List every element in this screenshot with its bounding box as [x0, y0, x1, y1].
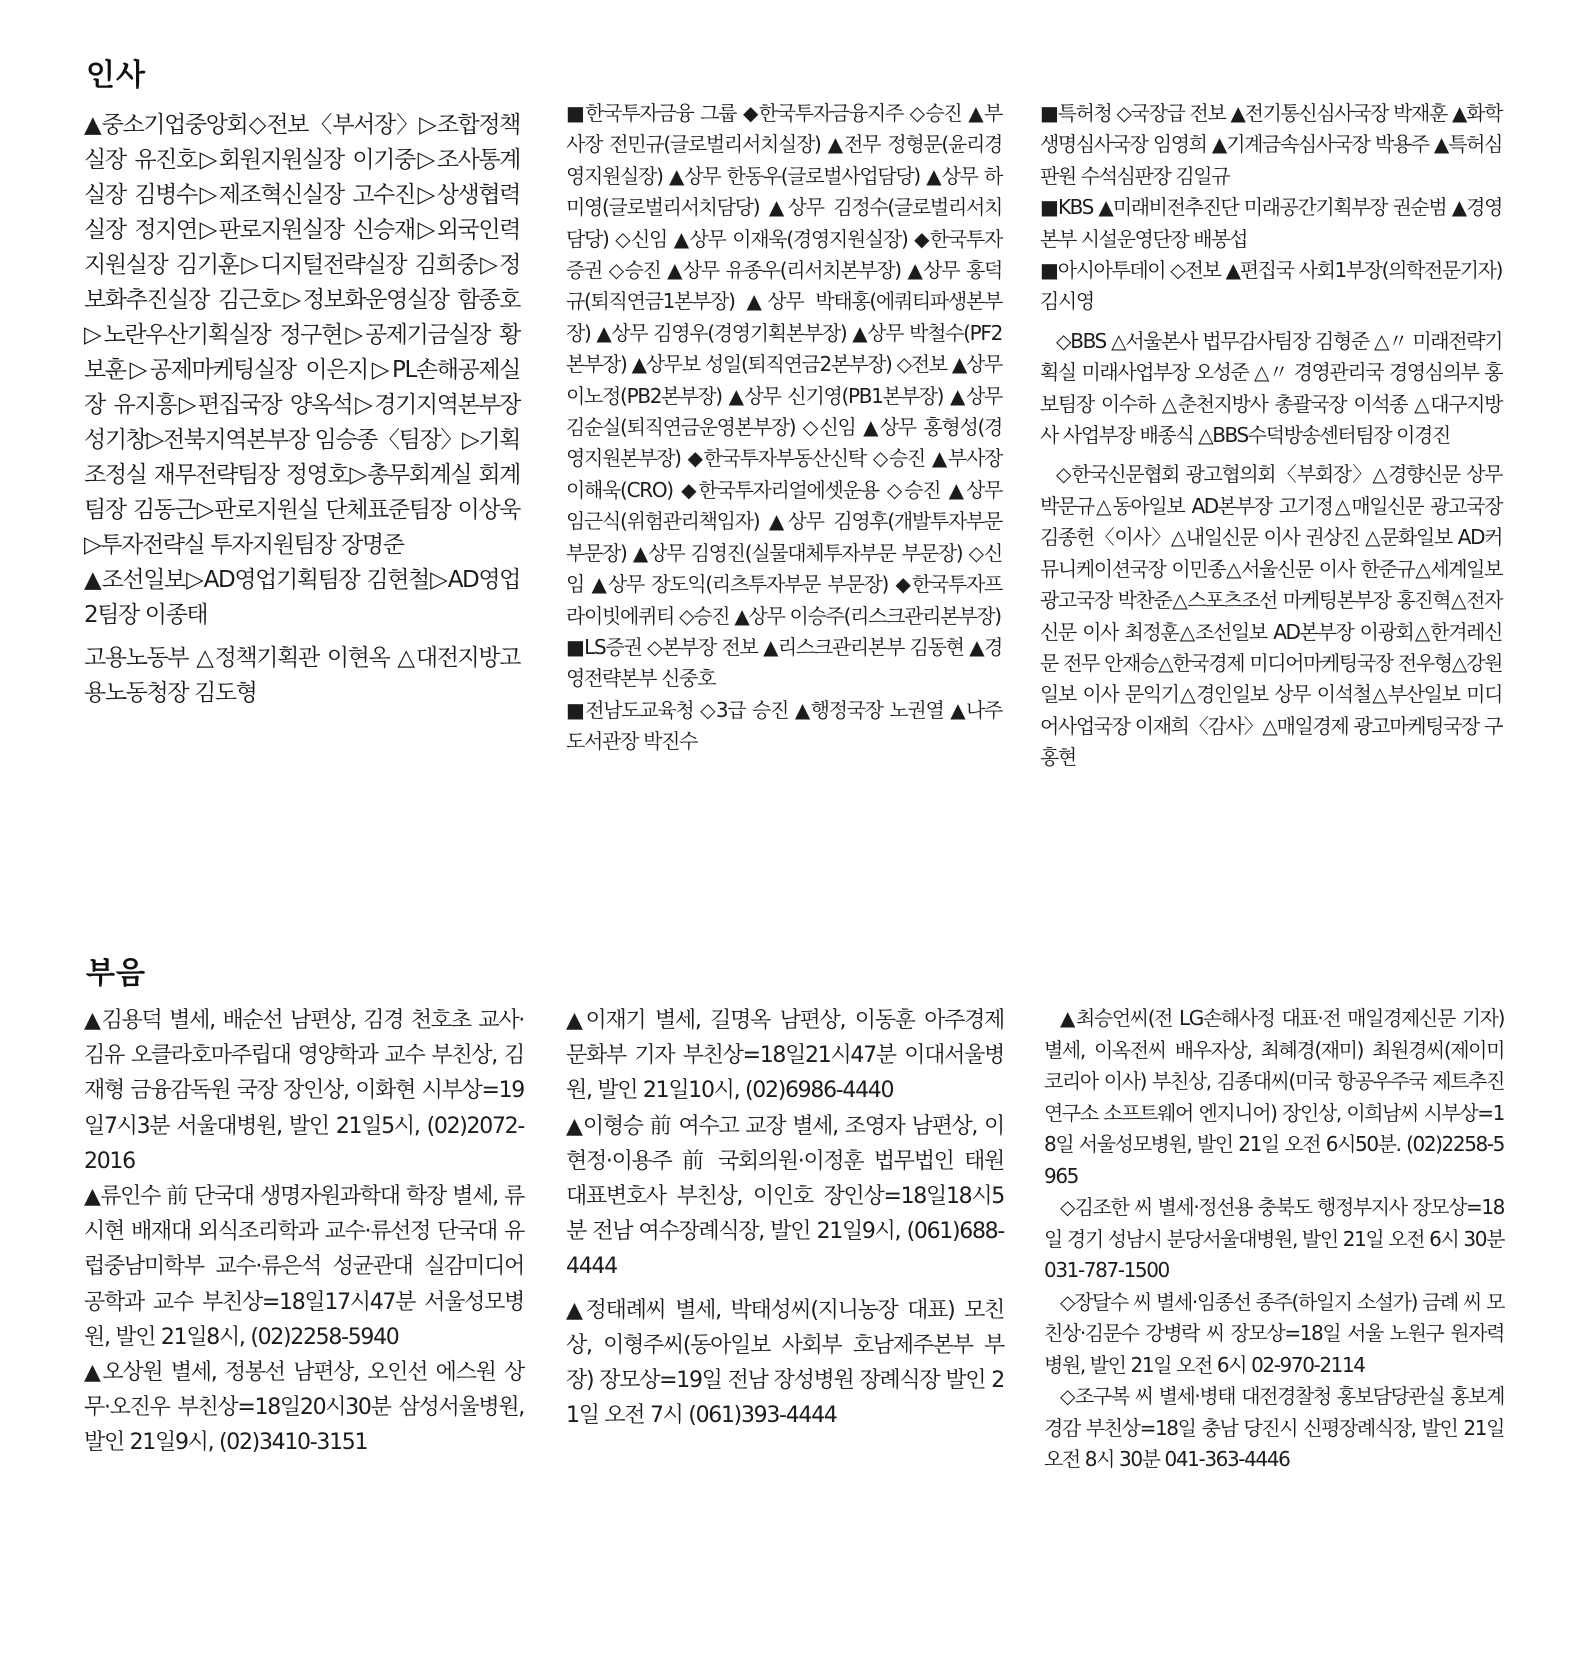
personnel-entry: ◇한국신문협회 광고협의회〈부회장〉△경향신문 상무 박문규△동아일보 AD본부장 고기정△매일신문 광고국장 김종헌〈이사〉△내일신문 이사 권상진 △문화일보 AD커뮤니케이션국장 이민종△서울신문 이사 한준규△세계일보 광고국장 박찬준△스포츠조선 마케팅본부장 홍진혁△전자신문 이사 최정훈△조선일보 AD본부장 이광회△한겨레신문 전무 안재승△한국경제 미디어마케팅국장 전우형△강원일보 이사 문익기△경인일보 상무 이석철△부산일보 미디어사업국장 이재희〈감사〉△매일경제 광고마케팅국장 구홍현: [1040, 462, 1502, 770]
personnel-entry: ■KBS ▲미래비전추진단 미래공간기획부장 권순범 ▲경영본부 시설운영단장 배봉섭: [1040, 195, 1502, 251]
obituary-entry: ▲김용덕 별세, 배순선 남편상, 김경 천호초 교사·김유 오클라호마주립대 영양학과 교수 부친상, 김재형 금융감독원 국장 장인상, 이화현 시부상=19일7시3분 서울대병원, 발인 21일5시, (02)2072-2016: [84, 1008, 524, 1174]
obituary-column-3: [1044, 1003, 1504, 1476]
section-title-obituary: 부음: [86, 956, 146, 991]
obituary-entry: ▲이형승 前 여수고 교장 별세, 조영자 남편상, 이현정·이용주 前 국회의원·이정훈 법무법인 태원 대표변호사 부친상, 이인호 장인상=18일18시5분 전남 여수장례식장, 발인 21일9시, (061)688-4444: [566, 1113, 1004, 1280]
personnel-column-3: [1040, 98, 1502, 774]
obituary-entry: ▲류인수 前 단국대 생명자원과학대 학장 별세, 류시현 배재대 외식조리학과 교수·류선정 단국대 유럽중남미학부 교수·류은석 성균관대 실감미디어공학과 교수 부친상=18일17시47분 서울성모병원, 발인 21일8시, (02)2258-5940: [84, 1184, 524, 1350]
personnel-column-2: [566, 98, 1002, 758]
obituary-column-2: [566, 1003, 1004, 1433]
obituary-column-1: [84, 1003, 524, 1461]
personnel-column-1: [84, 108, 520, 711]
section-title-personnel: 인사: [86, 58, 146, 93]
obituary-entry: ▲이재기 별세, 길명옥 남편상, 이동훈 아주경제 문화부 기자 부친상=18일21시47분 이대서울병원, 발인 21일10시, (02)6986-4440: [566, 1008, 1004, 1104]
obituary-entry: ◇김조한 씨 별세·정선용 충북도 행정부지사 장모상=18일 경기 성남시 분당서울대병원, 발인 21일 오전 6시 30분 031-787-1500: [1044, 1195, 1504, 1282]
personnel-entry: ■특허청 ◇국장급 전보 ▲전기통신심사국장 박재훈 ▲화학생명심사국장 임영희 ▲기계금속심사국장 박용주 ▲특허심판원 수석심판장 김일규: [1040, 101, 1502, 188]
obituary-entry: ◇조구복 씨 별세·병태 대전경찰청 홍보담당관실 홍보계 경감 부친상=18일 충남 당진시 신평장례식장, 발인 21일 오전 8시 30분 041-363-4446: [1044, 1384, 1504, 1471]
personnel-entry: ■LS증권 ◇본부장 전보 ▲리스크관리본부 김동현 ▲경영전략본부 신중호: [566, 634, 1002, 691]
personnel-entry: ■전남도교육청 ◇3급 승진 ▲행정국장 노권열 ▲나주도서관장 박진수: [566, 697, 1002, 754]
personnel-entry: ◇BBS △서울본사 법무감사팀장 김형준 △〃 미래전략기획실 미래사업부장 오성준 △〃 경영관리국 경영심의부 홍보팀장 이수하 △춘천지방사 총괄국장 이석종 △대구지방사 사업부장 배종식 △BBS수덕방송센터팀장 이경진: [1040, 328, 1502, 448]
personnel-entry: ▲조선일보▷AD영업기획팀장 김현철▷AD영업2팀장 이종태: [84, 567, 520, 628]
obituary-entry: ▲정태례씨 별세, 박태성씨(지니농장 대표) 모친상, 이형주씨(동아일보 사회부 호남제주본부 부장) 장모상=19일 전남 장성병원 장례식장 발인 21일 오전 7시 (061)393-4444: [566, 1297, 1004, 1429]
personnel-entry: 고용노동부 △정책기획관 이현옥 △대전지방고용노동청장 김도형: [84, 645, 520, 706]
personnel-entry: ■한국투자금융 그룹 ◆한국투자금융지주 ◇승진 ▲부사장 전민규(글로벌리서치실장) ▲전무 정형문(윤리경영지원실장) ▲상무 한동우(글로벌사업담당) ▲상무 하미영(글로벌리서치담당) ▲상무 김정수(글로벌리서치담당) ◇신임 ▲상무 이재욱(경영지원실장) ◆한국투자증권 ◇승진 ▲상무 유종우(리서치본부장) ▲상무 홍덕규(퇴직연금1본부장) ▲상무 박태홍(에쿼티파생본부장) ▲상무 김영우(경영기획본부장) ▲상무 박철수(PF2본부장) ▲상무보 성일(퇴직연금2본부장) ◇전보 ▲상무 이노정(PB2본부장) ▲상무 신기영(PB1본부장) ▲상무 김순실(퇴직연금운영본부장) ◇신임 ▲상무 홍형성(경영지원본부장) ◆한국투자부동산신탁 ◇승진 ▲부사장 이해욱(CRO) ◆한국투자리얼에셋운용 ◇승진 ▲상무 임근식(위험관리책임자) ▲상무 김영후(개발투자부문 부문장) ▲상무 김영진(실물대체투자부문 부문장) ◇신임 ▲상무 장도익(리츠투자부문 부문장) ◆한국투자프라이빗에퀴티 ◇승진 ▲상무 이승주(리스크관리본부장): [566, 101, 1002, 628]
obituary-entry: ◇장달수 씨 별세·임종선 종주(하일지 소설가) 금례 씨 모친상·김문수 강병락 씨 장모상=18일 서울 노원구 원자력병원, 발인 21일 오전 6시 02-970-2114: [1044, 1289, 1504, 1377]
obituary-entry: ▲오상원 별세, 정봉선 남편상, 오인선 에스원 상무·오진우 부친상=18일20시30분 삼성서울병원, 발인 21일9시, (02)3410-3151: [84, 1360, 524, 1456]
personnel-entry: ▲중소기업중앙회◇전보〈부서장〉▷조합정책실장 유진호▷회원지원실장 이기중▷조사통계실장 김병수▷제조혁신실장 고수진▷상생협력실장 정지연▷판로지원실장 신승재▷외국인력지원실장 김기훈▷디지털전략실장 김희중▷정보화추진실장 김근호▷정보화운영실장 함종호▷노란우산기획실장 정구현▷공제기금실장 황보훈▷공제마케팅실장 이은지▷PL손해공제실장 유지흥▷편집국장 양옥석▷경기지역본부장 성기창▷전북지역본부장 임승종〈팀장〉▷기획조정실 재무전략팀장 정영호▷총무회계실 회계팀장 김동근▷판로지원실 단체표준팀장 이상욱▷투자전략실 투자지원팀장 장명준: [84, 112, 520, 558]
personnel-entry: ■아시아투데이 ◇전보 ▲편집국 사회1부장(의학전문기자) 김시영: [1040, 258, 1502, 314]
obituary-entry: ▲최승언씨(전 LG손해사정 대표·전 매일경제신문 기자) 별세, 이옥전씨 배우자상, 최혜경(재미) 최원경씨(제이미코리아 이사) 부친상, 김종대씨(미국 항공우주국 제트추진연구소 소프트웨어 엔지니어) 장인상, 이희남씨 시부상=18일 서울성모병원, 발인 21일 오전 6시50분. (02)2258-5965: [1044, 1006, 1504, 1188]
